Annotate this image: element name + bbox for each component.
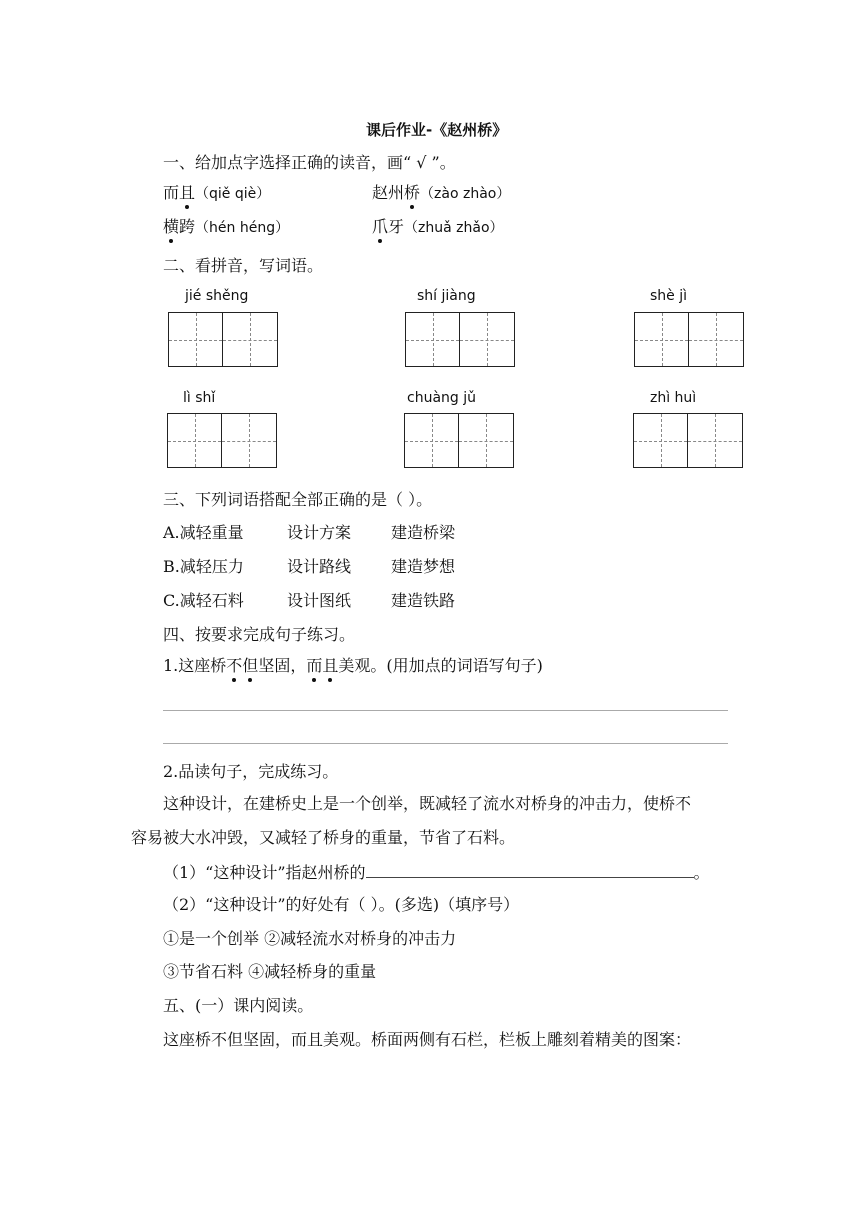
q1-item-4-options: （zhuǎ zhǎo） [404,220,504,236]
q4-s1-dot-3: 而 [306,656,323,675]
q3-option-b-col3: 建造梦想 [391,557,456,576]
writing-grid-6[interactable] [633,413,743,468]
q3-option-a-col1: A.减轻重量 [163,523,244,542]
q1-item-1-options: （qiě qiè） [195,186,271,202]
q1-item-4 [372,217,504,238]
q4-sub1-text: （1）“这种设计”指赵州桥的 [163,863,366,882]
q3-heading: 三、下列词语搭配全部正确的是（ ）。 [163,490,433,509]
q1-item-4-post: 牙 [388,217,405,236]
q1-item-1 [163,183,270,204]
page-title: 课后作业-《赵州桥》 [366,121,508,139]
q3-option-c [163,591,455,611]
answer-line-2[interactable] [163,743,728,744]
q1-item-2-options: （zào zhào） [420,186,511,202]
q1-item-1-dotted-char: 且 [179,183,196,202]
q4-choices-row-2: ③节省石料 ④减轻桥身的重量 [163,962,377,981]
q1-item-1-pre: 而 [163,183,180,202]
q4-s1-dot-1: 不 [226,656,243,675]
q1-item-2-pre: 赵州 [372,183,405,202]
pinyin-label-4: lì shǐ [183,390,216,406]
q4-s1-part-a: 1.这座桥 [163,656,227,675]
q3-option-b-col2: 设计路线 [287,557,352,576]
q1-item-2-dotted-char: 桥 [404,183,421,202]
q5-passage: 这座桥不但坚固，而且美观。桥面两侧有石栏，栏板上雕刻着精美的图案： [163,1030,692,1049]
q1-item-3-options: （hén héng） [195,220,290,236]
q5-heading: 五、(一）课内阅读。 [163,996,314,1015]
q3-option-a-col2: 设计方案 [287,523,352,542]
writing-grid-2[interactable] [405,312,515,367]
q3-option-b-col1: B.减轻压力 [163,557,244,576]
q3-option-c-col3: 建造铁路 [391,591,456,610]
q3-option-b [163,557,455,577]
writing-grid-4[interactable] [167,413,277,468]
writing-grid-5[interactable] [404,413,514,468]
q3-option-c-col2: 设计图纸 [287,591,352,610]
q4-choices-row-1: ①是一个创举 ②减轻流水对桥身的冲击力 [163,929,457,948]
q4-s1-part-c: 坚固， [258,656,307,675]
q4-sentence-2: 2.品读句子，完成练习。 [163,762,339,781]
q4-passage-line-2: 容易被大水冲毁，又减轻了桥身的重量，节省了石料。 [131,828,516,847]
q1-item-2 [372,183,510,204]
q1-item-3-dotted-char: 横 [163,217,180,236]
pinyin-label-1: jié shěng [185,288,249,304]
q1-item-3 [163,217,289,238]
q4-passage-line-1: 这种设计，在建桥史上是一个创举，既减轻了流水对桥身的冲击力，使桥不 [163,794,692,813]
writing-grid-1[interactable] [168,312,278,367]
q4-s1-part-e: 美观。(用加点的词语写句子) [338,656,543,675]
q4-sentence-1 [163,656,543,676]
q4-sub1-end: 。 [693,863,710,882]
pinyin-label-3: shè jì [650,288,688,304]
q1-item-4-dotted-char: 爪 [372,217,389,236]
q3-option-a-col3: 建造桥梁 [391,523,456,542]
pinyin-label-2: shí jiàng [417,288,476,304]
q2-heading: 二、看拼音，写词语。 [163,256,324,275]
pinyin-label-6: zhì huì [650,390,697,406]
q4-s1-dot-2: 但 [242,656,259,675]
q4-heading: 四、按要求完成句子练习。 [163,625,356,644]
pinyin-label-5: chuàng jǔ [407,390,476,406]
q4-sub-question-2: （2）“这种设计”的好处有（ ）。(多选)（填序号） [163,895,520,914]
q4-sub-question-1 [163,861,710,883]
writing-grid-3[interactable] [634,312,744,367]
q1-heading: 一、给加点字选择正确的读音，画“ √ ”。 [163,153,456,172]
q3-option-c-col1: C.减轻石料 [163,591,244,610]
q3-option-a [163,523,455,543]
q4-sub1-blank[interactable] [366,861,694,878]
q4-s1-dot-4: 且 [322,656,339,675]
q1-item-3-post: 跨 [179,217,196,236]
answer-line-1[interactable] [163,710,728,711]
